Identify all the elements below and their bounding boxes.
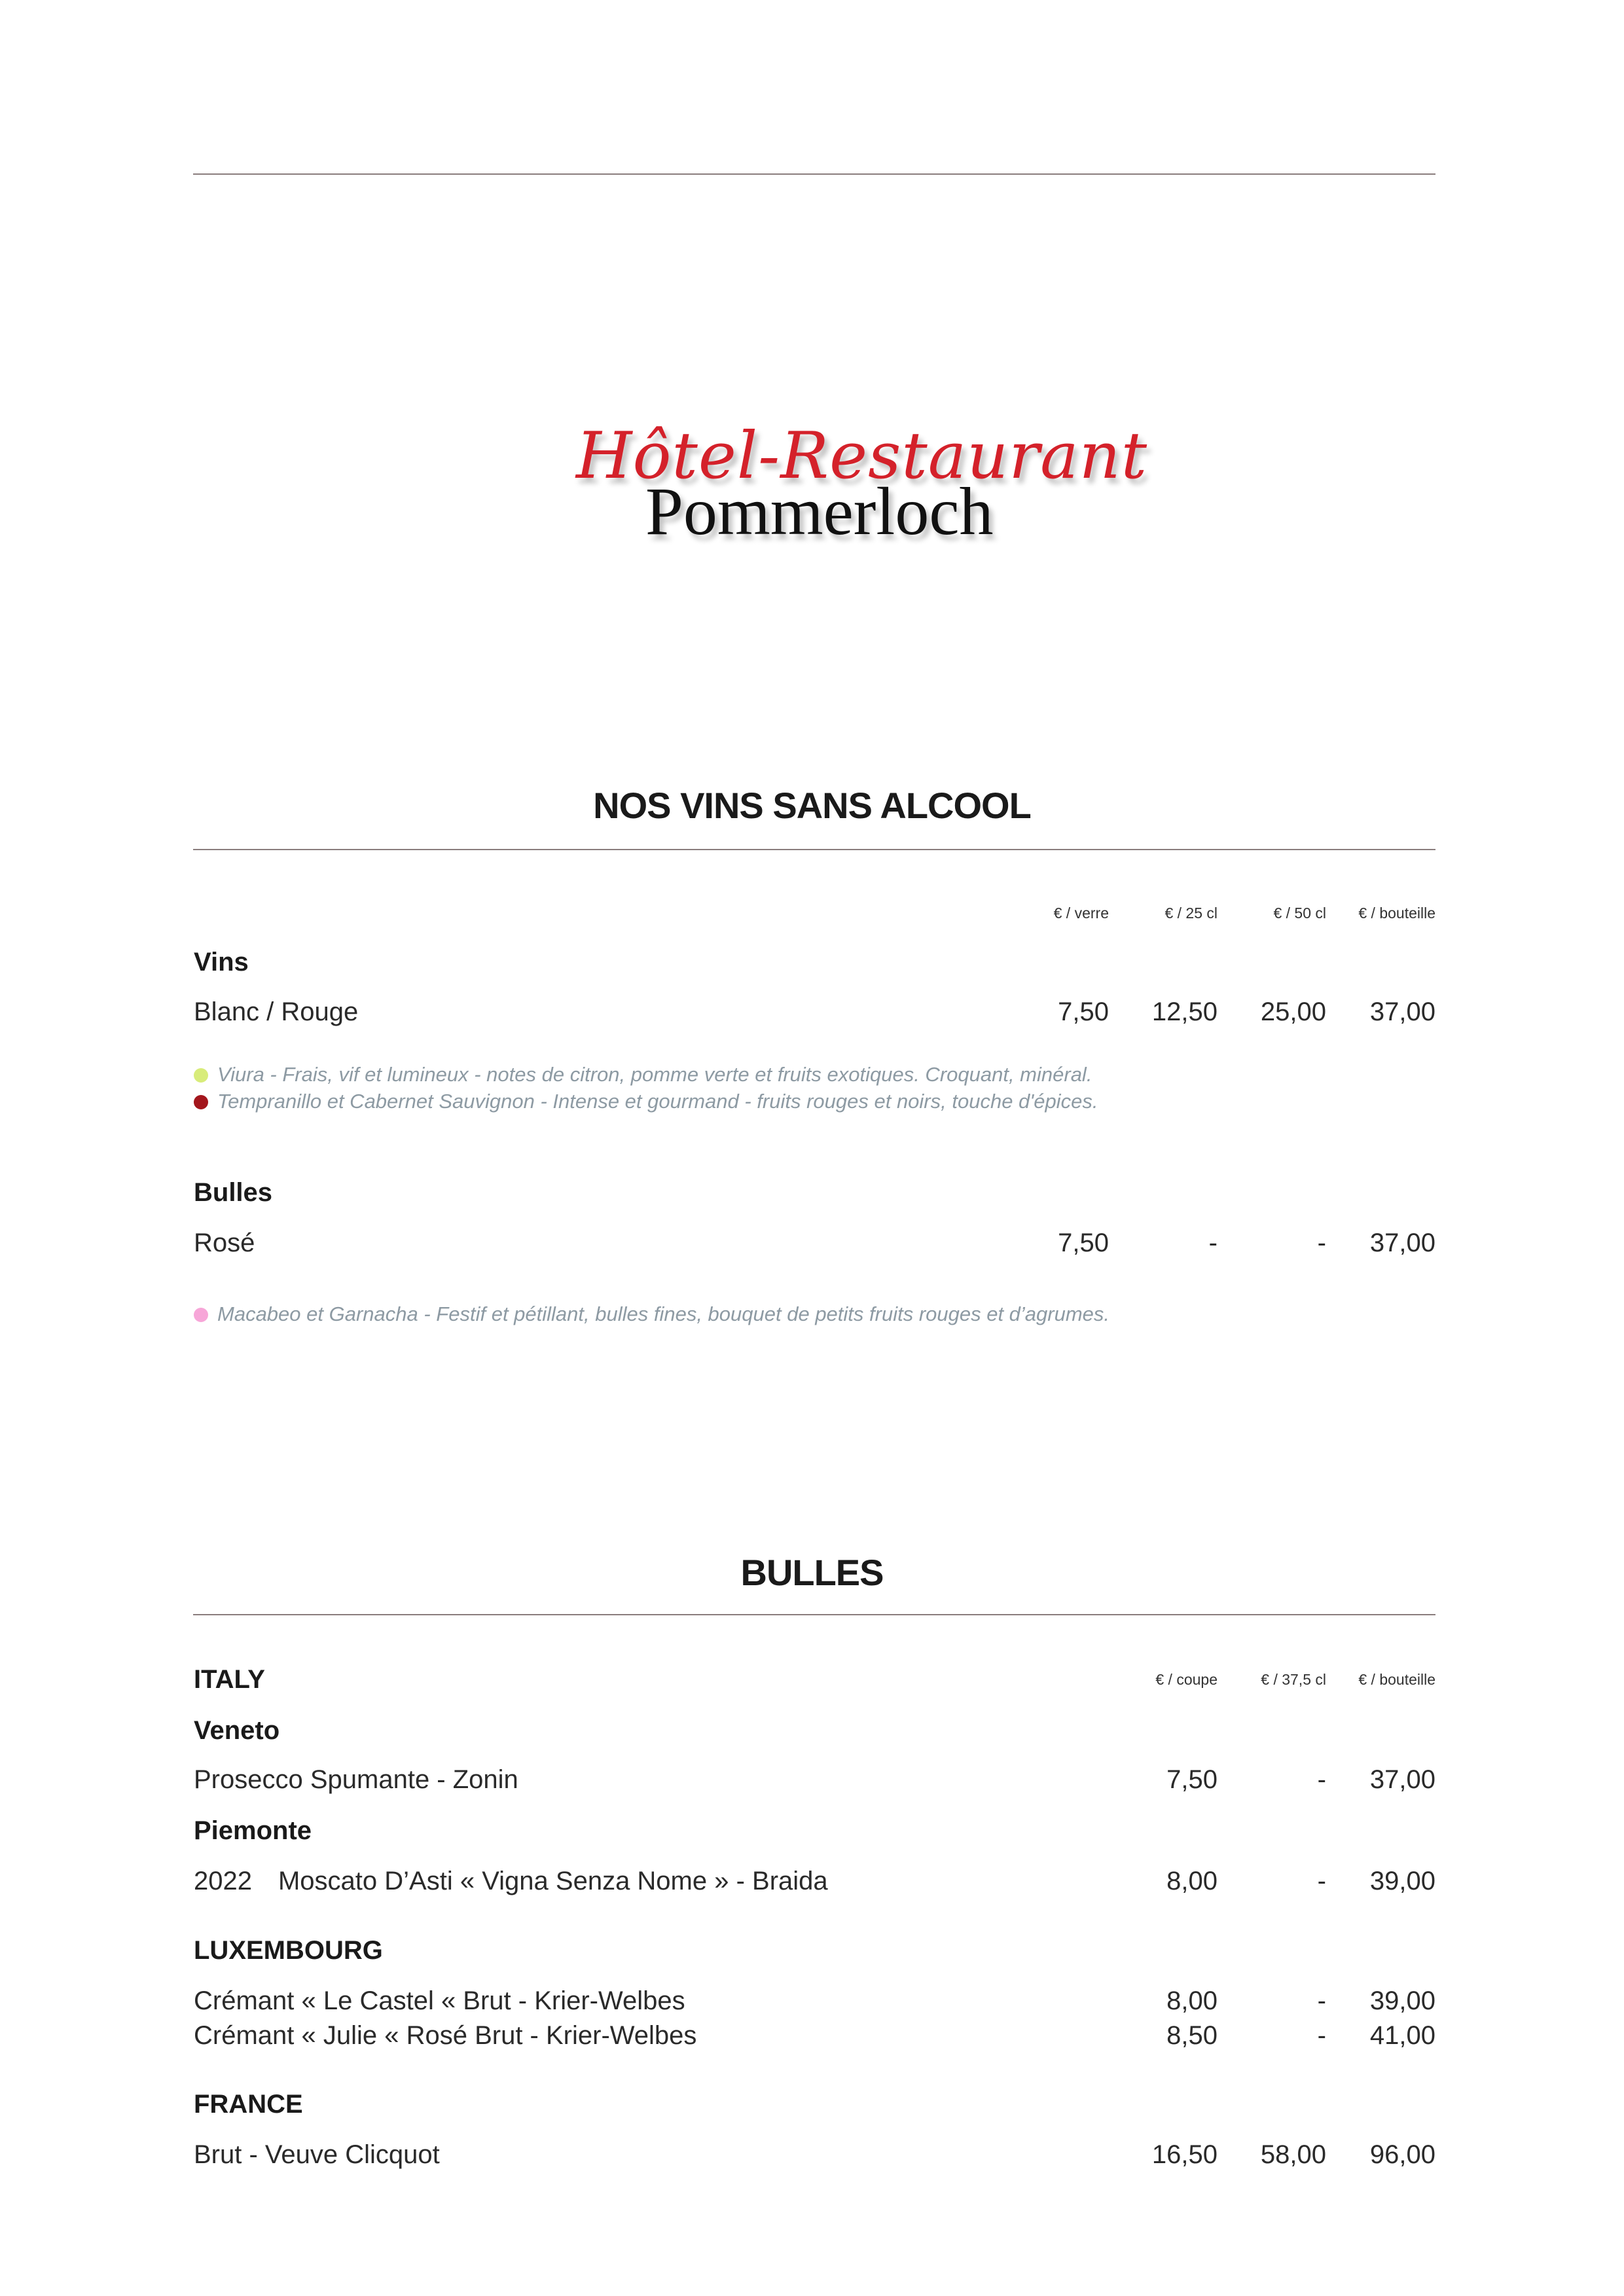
price-37cl: 58,00: [1260, 2140, 1326, 2169]
column-header-coupe: € / coupe: [1155, 1671, 1218, 1688]
white-wine-dot-icon: [194, 1068, 208, 1083]
price-bouteille: 39,00: [1369, 1867, 1435, 1895]
category-vins: Vins: [194, 948, 249, 977]
tasting-note-text: Macabeo et Garnacha - Festif et pétillant, bulles fines, bouquet de petits fruits rouges et d’agrumes.: [217, 1302, 1110, 1325]
tasting-note-macabeo: [194, 1302, 1110, 1326]
price-verre: 7,50: [1058, 997, 1109, 1026]
tasting-note-tempranillo: [194, 1090, 1098, 1113]
price-coupe: 8,50: [1166, 2021, 1218, 2050]
country-italy: ITALY: [194, 1665, 265, 1694]
price-bouteille: 37,00: [1369, 997, 1435, 1026]
wine-name-moscato: Moscato D’Asti « Vigna Senza Nome » - Braida: [278, 1867, 828, 1895]
wine-name-cremant-castel: Crémant « Le Castel « Brut - Krier-Welbes: [194, 1986, 685, 2015]
price-50cl: -: [1317, 1229, 1326, 1257]
price-bouteille: 41,00: [1369, 2021, 1435, 2050]
column-header-bouteille: € / bouteille: [1358, 905, 1435, 922]
rose-wine-dot-icon: [194, 1308, 208, 1322]
section-divider-sans-alcool: [193, 849, 1435, 850]
wine-row-moscato: [194, 1867, 828, 1896]
restaurant-logo: [563, 406, 1148, 563]
wine-name-rose: Rosé: [194, 1229, 255, 1257]
price-bouteille: 39,00: [1369, 1986, 1435, 2015]
tasting-note-text: Viura - Frais, vif et lumineux - notes de citron, pomme verte et fruits exotiques. Croquant, minéral.: [217, 1063, 1092, 1086]
price-37cl: -: [1317, 1986, 1326, 2015]
tasting-note-viura: [194, 1063, 1092, 1086]
price-verre: 7,50: [1058, 1229, 1109, 1257]
wine-name-blanc-rouge: Blanc / Rouge: [194, 997, 359, 1026]
section-title-sans-alcool: NOS VINS SANS ALCOOL: [593, 785, 1031, 826]
country-luxembourg: LUXEMBOURG: [194, 1936, 383, 1965]
section-title-bulles: BULLES: [740, 1552, 884, 1593]
category-bulles: Bulles: [194, 1178, 273, 1207]
price-coupe: 8,00: [1166, 1867, 1218, 1895]
wine-name-cremant-julie: Crémant « Julie « Rosé Brut - Krier-Welbes: [194, 2021, 697, 2050]
price-bouteille: 96,00: [1369, 2140, 1435, 2169]
price-bouteille: 37,00: [1369, 1229, 1435, 1257]
logo-script-text: Hôtel-Restaurant: [576, 419, 1148, 493]
logo-name-text: Pommerloch: [645, 474, 994, 549]
region-veneto: Veneto: [194, 1716, 280, 1745]
section-divider-bulles: [193, 1614, 1435, 1615]
price-37cl: -: [1317, 2021, 1326, 2050]
price-25cl: -: [1208, 1229, 1218, 1257]
column-header-50cl: € / 50 cl: [1273, 905, 1326, 922]
price-coupe: 16,50: [1151, 2140, 1218, 2169]
column-header-verre: € / verre: [1053, 905, 1109, 922]
price-50cl: 25,00: [1260, 997, 1326, 1026]
price-37cl: -: [1317, 1867, 1326, 1895]
column-header-37cl: € / 37,5 cl: [1261, 1671, 1326, 1688]
wine-name-veuve-clicquot: Brut - Veuve Clicquot: [194, 2140, 440, 2169]
price-37cl: -: [1317, 1765, 1326, 1794]
price-coupe: 7,50: [1166, 1765, 1218, 1794]
red-wine-dot-icon: [194, 1095, 208, 1109]
price-coupe: 8,00: [1166, 1986, 1218, 2015]
column-header-25cl: € / 25 cl: [1164, 905, 1218, 922]
price-25cl: 12,50: [1151, 997, 1218, 1026]
country-france: FRANCE: [194, 2090, 303, 2119]
wine-name-prosecco: Prosecco Spumante - Zonin: [194, 1765, 518, 1794]
column-header-bouteille: € / bouteille: [1358, 1671, 1435, 1688]
top-divider: [193, 173, 1435, 175]
region-piemonte: Piemonte: [194, 1816, 312, 1845]
tasting-note-text: Tempranillo et Cabernet Sauvignon - Intense et gourmand - fruits rouges et noirs, touche d'épices.: [217, 1090, 1098, 1113]
price-bouteille: 37,00: [1369, 1765, 1435, 1794]
wine-vintage: 2022: [194, 1867, 252, 1895]
